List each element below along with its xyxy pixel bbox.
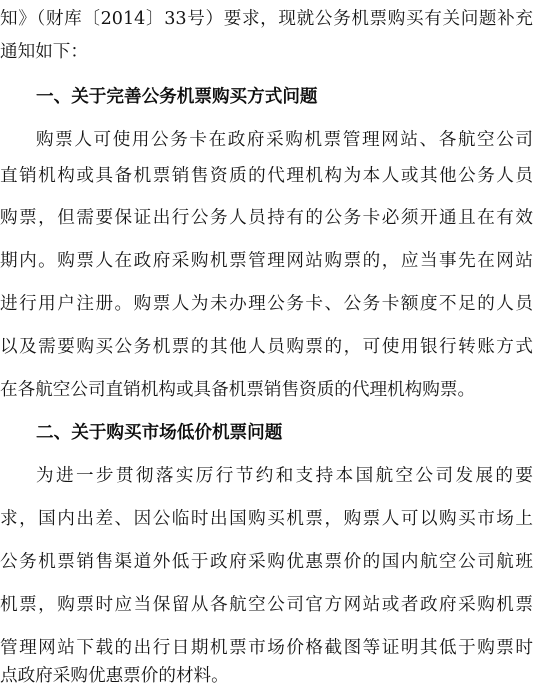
text-line-5: 直销机构或具备机票销售资质的代理机构为本人或其他公务人员 xyxy=(0,166,533,186)
section-heading-1: 一、关于完善公务机票购买方式问题 xyxy=(36,87,318,107)
text-line-15: 机票，购票时应当保留从各航空公司官方网站或者政府采购机票 xyxy=(0,595,533,615)
text-line-6: 购票，但需要保证出行公务人员持有的公务卡必须开通且在有效 xyxy=(0,208,533,228)
text-line-17: 点政府采购优惠票价的材料。 xyxy=(0,666,229,686)
text-line-13: 求，国内出差、因公临时出国购买机票，购票人可以购买市场上 xyxy=(0,509,533,529)
text-line-2: 通知如下： xyxy=(0,42,88,62)
section-heading-2: 二、关于购买市场低价机票问题 xyxy=(36,423,283,443)
text-line-8: 进行用户注册。购票人为未办理公务卡、公务卡额度不足的人员 xyxy=(0,294,533,314)
text-line-16: 管理网站下载的出行日期机票市场价格截图等证明其低于购票时 xyxy=(0,638,533,658)
text-line-4: 购票人可使用公务卡在政府采购机票管理网站、各航空公司 xyxy=(36,130,533,150)
text-line-1: 知》（财库〔2014〕33号）要求，现就公务机票购买有关问题补充 xyxy=(0,9,533,29)
text-line-7: 期内。购票人在政府采购机票管理网站购票的，应当事先在网站 xyxy=(0,251,533,271)
text-line-9: 以及需要购买公务机票的其他人员购票的，可使用银行转账方式 xyxy=(0,337,533,357)
text-line-14: 公务机票销售渠道外低于政府采购优惠票价的国内航空公司航班 xyxy=(0,552,533,572)
text-line-10: 在各航空公司直销机构或具备机票销售资质的代理机构购票。 xyxy=(0,380,476,400)
text-line-12: 为进一步贯彻落实厉行节约和支持本国航空公司发展的要 xyxy=(36,466,533,486)
